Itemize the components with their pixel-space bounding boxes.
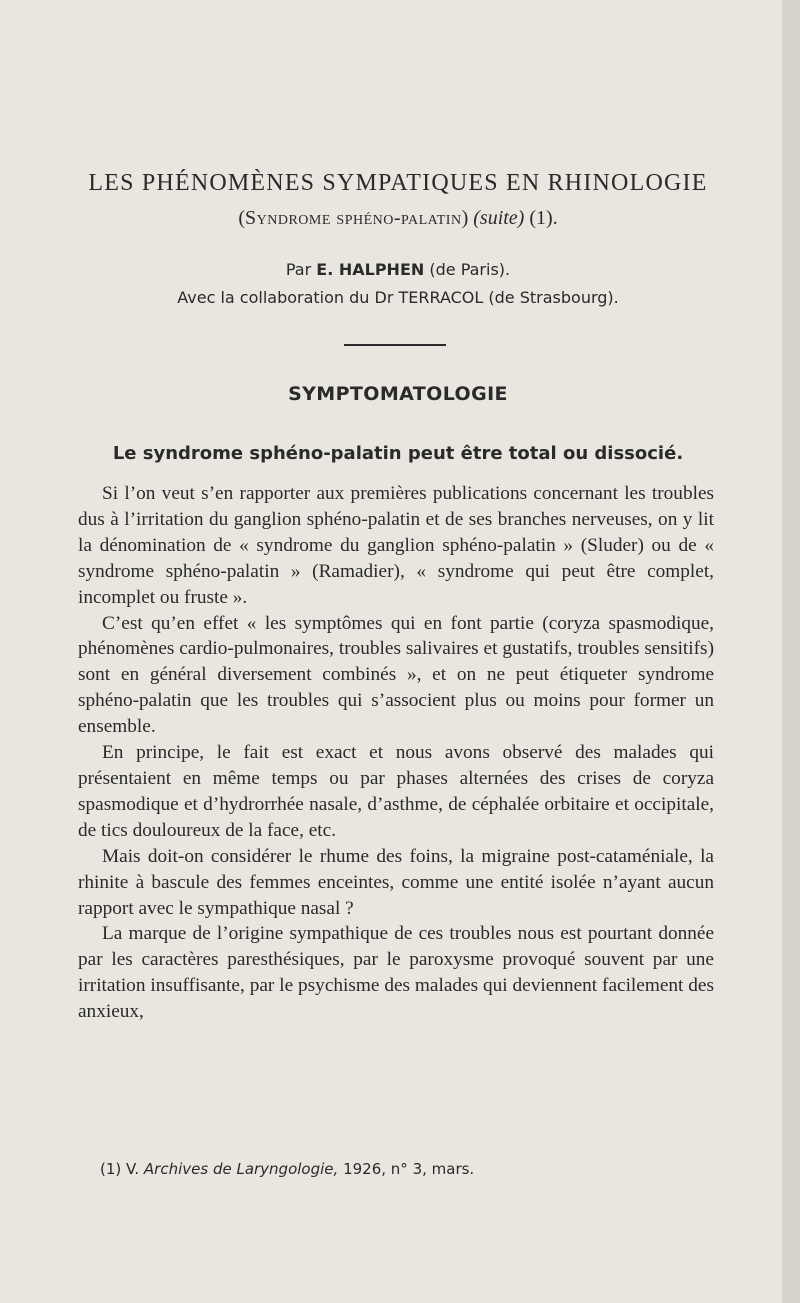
- collaboration-line: Avec la collaboration du Dr TERRACOL (de Strasbourg).: [177, 288, 619, 307]
- subtitle-close-paren: ): [461, 207, 469, 229]
- article-body: [78, 481, 714, 1025]
- footnote-journal: Archives de Laryngologie,: [143, 1160, 339, 1178]
- author-prefix: Par: [285, 260, 312, 279]
- article-subtitle: [78, 207, 718, 230]
- footnote-details: 1926, n° 3, mars.: [343, 1160, 475, 1178]
- section-subheading: Le syndrome sphéno-palatin peut être total ou dissocié.: [112, 443, 684, 464]
- page-edge-shadow: [782, 0, 800, 1303]
- paragraph: En principe, le fait est exact et nous avons observé des malades qui présentaient en même temps ou par phases alternées des crises de coryza spasmodique et d’hydrorrhée nasale, d’asthme, de céphalée orbitaire et occipitale, de tics douloureux de la face, etc.: [78, 742, 714, 841]
- paragraph: La marque de l’origine sympathique de ces troubles nous est pourtant donnée par les caractères paresthésiques, par le paroxysme provoqué souvent par une irritation insuffisante, par le psychisme des malades qui deviennent facilement des anxieux,: [78, 923, 714, 1023]
- footnote-prefix: (1) V.: [100, 1160, 140, 1178]
- footnote: [100, 1160, 700, 1178]
- subtitle-open-paren: (: [238, 207, 245, 229]
- paragraph: C’est qu’en effet « les symptômes qui en font partie (coryza spasmodique, phénomènes cardio-pulmonaires, troubles salivaires et gustatifs, troubles sensitifs) sont en général diversement combinés », et on ne peut étiqueter syndrome sphéno-palatin que les troubles qui s’associent plus ou moins pour former un ensemble.: [78, 612, 714, 738]
- author-suffix: (de Paris).: [429, 260, 511, 279]
- divider-rule: [344, 344, 446, 346]
- author-line: [78, 260, 718, 279]
- subtitle-suite: (suite): [473, 207, 525, 229]
- paragraph: Mais doit-on considérer le rhume des foins, la migraine post-cataméniale, la rhinite à bascule des femmes enceintes, comme une entité isolée n’ayant aucun rapport avec le sympathique nasal ?: [78, 845, 714, 919]
- author-name: E. HALPHEN: [316, 260, 425, 279]
- paragraph: Si l’on veut s’en rapporter aux premières publications concernant les troubles dus à l’irritation du ganglion sphéno-palatin et de ses branches nerveuses, on y lit la dénomination de « syndrome du ganglion sphéno-palatin » (Sluder) ou de « syndrome sphéno-palatin » (Ramadier), « syndrome qui peut être complet, incomplet ou fruste ».: [78, 483, 714, 608]
- subtitle-smallcaps: Syndrome sphéno-palatin: [245, 207, 462, 229]
- article-title: LES PHÉNOMÈNES SYMPATIQUES EN RHINOLOGIE: [88, 170, 708, 196]
- section-title: SYMPTOMATOLOGIE: [288, 383, 508, 405]
- subtitle-footnote-ref: (1).: [529, 207, 558, 229]
